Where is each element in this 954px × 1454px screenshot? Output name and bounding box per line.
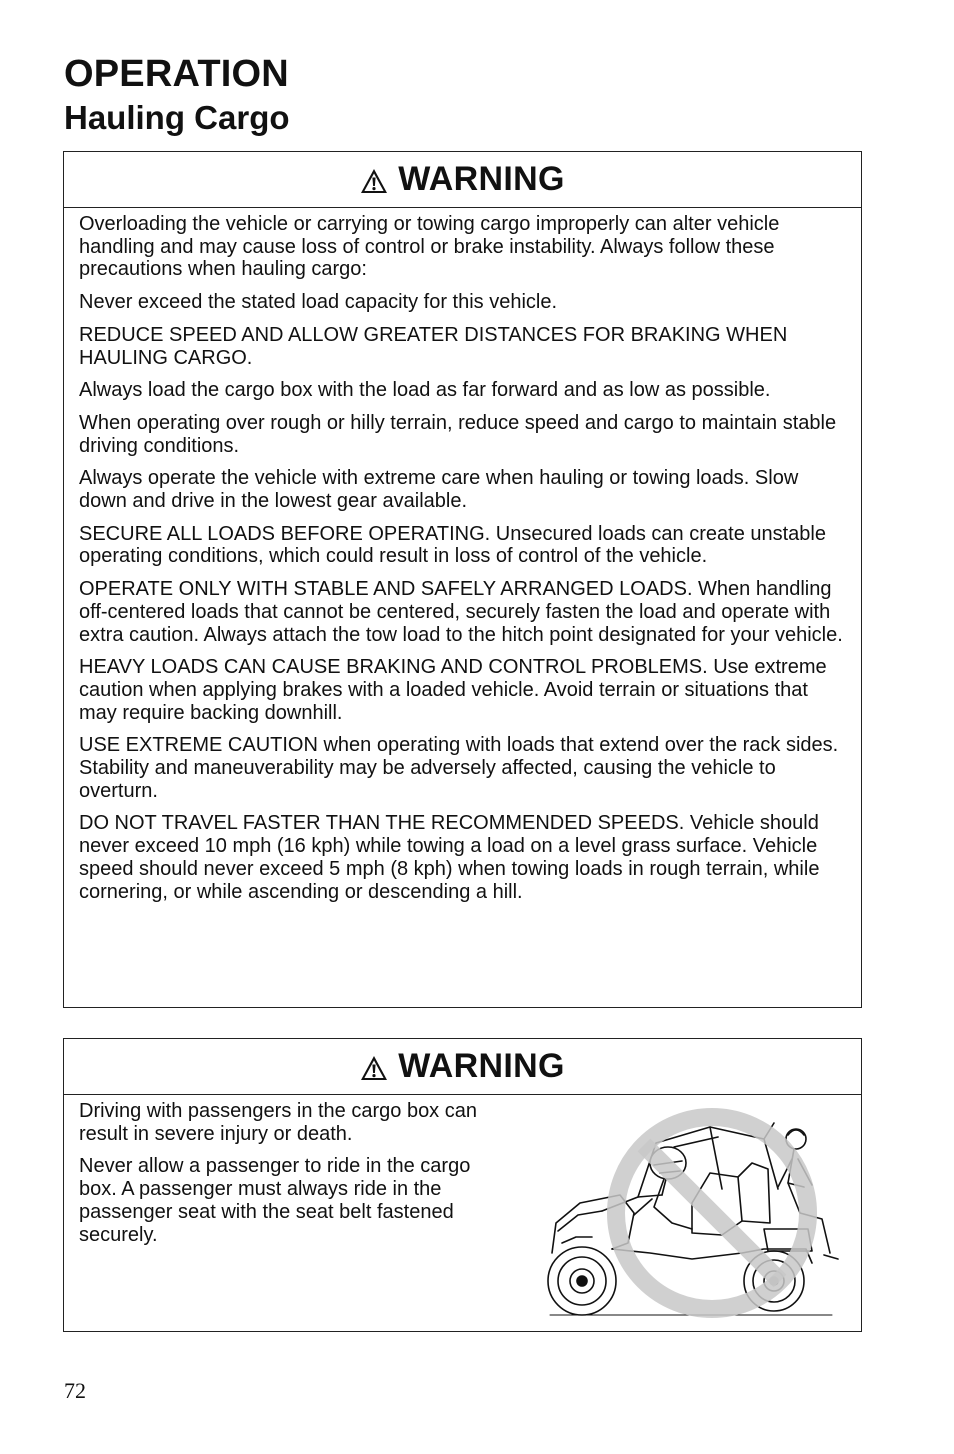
warning-paragraph: When operating over rough or hilly terrain, reduce speed and cargo to maintain stable driving conditions. xyxy=(79,411,837,457)
warning-text xyxy=(79,1100,509,1256)
warning-label: WARNING xyxy=(398,1047,565,1085)
warning-paragraph: HEAVY LOADS CAN CAUSE BRAKING AND CONTROL PROBLEMS. Use extreme caution when applying brakes with a loaded vehicle. Avoid terrain or situations that may require backing downhill. xyxy=(79,656,827,724)
warning-paragraph: Overloading the vehicle or carrying or towing cargo improperly can alter vehicle handling and may cause loss of control or brake instability. Always follow these precautions when hauling cargo: xyxy=(79,213,780,281)
warning-paragraph: OPERATE ONLY WITH STABLE AND SAFELY ARRANGED LOADS. When handling off-centered loads that cannot be centered, securely fasten the load and operate with extra caution. Always attach the tow load to the hitch point designated for your vehicle. xyxy=(79,578,843,646)
warning-paragraph: USE EXTREME CAUTION when operating with loads that extend over the rack sides. Stability and maneuverability may be adversely affected, causing the vehicle to overturn. xyxy=(79,734,839,802)
warning-box-cargo xyxy=(63,151,862,1008)
warning-body xyxy=(64,208,861,903)
warning-body xyxy=(64,1095,861,1331)
warning-paragraph: REDUCE SPEED AND ALLOW GREATER DISTANCES FOR BRAKING WHEN HAULING CARGO. xyxy=(79,323,788,369)
warning-paragraph: Never exceed the stated load capacity for this vehicle. xyxy=(79,291,558,314)
warning-triangle-icon xyxy=(360,1055,388,1081)
warning-header xyxy=(64,1039,861,1095)
no-passenger-in-cargo-box-illustration xyxy=(542,1103,842,1325)
warning-paragraph: Driving with passengers in the cargo box can result in severe injury or death. xyxy=(79,1100,477,1145)
warning-paragraph: DO NOT TRAVEL FASTER THAN THE RECOMMENDED SPEEDS. Vehicle should never exceed 10 mph (16 kph) while towing a load on a level grass surface. Vehicle speed should never exceed 5 mph (8 kph) when towing loads in rough terrain, while cornering, or while ascending or descending a hill. xyxy=(79,812,820,903)
section-title: OPERATION xyxy=(64,53,289,95)
warning-header xyxy=(64,152,861,208)
warning-paragraph: Never allow a passenger to ride in the cargo box. A passenger must always ride in the passenger seat with the seat belt fastened securely. xyxy=(79,1155,471,1246)
page-number: 72 xyxy=(64,1378,86,1403)
warning-paragraph: SECURE ALL LOADS BEFORE OPERATING. Unsecured loads can create unstable operating conditions, which could result in loss of control of the vehicle. xyxy=(79,522,826,568)
warning-triangle-icon xyxy=(360,168,388,194)
warning-label: WARNING xyxy=(398,160,565,198)
warning-paragraph: Always load the cargo box with the load as far forward and as low as possible. xyxy=(79,379,771,402)
warning-paragraph: Always operate the vehicle with extreme care when hauling or towing loads. Slow down and drive in the lowest gear available. xyxy=(79,467,799,513)
warning-box-passengers xyxy=(63,1038,862,1332)
page-subtitle: Hauling Cargo xyxy=(64,99,290,136)
